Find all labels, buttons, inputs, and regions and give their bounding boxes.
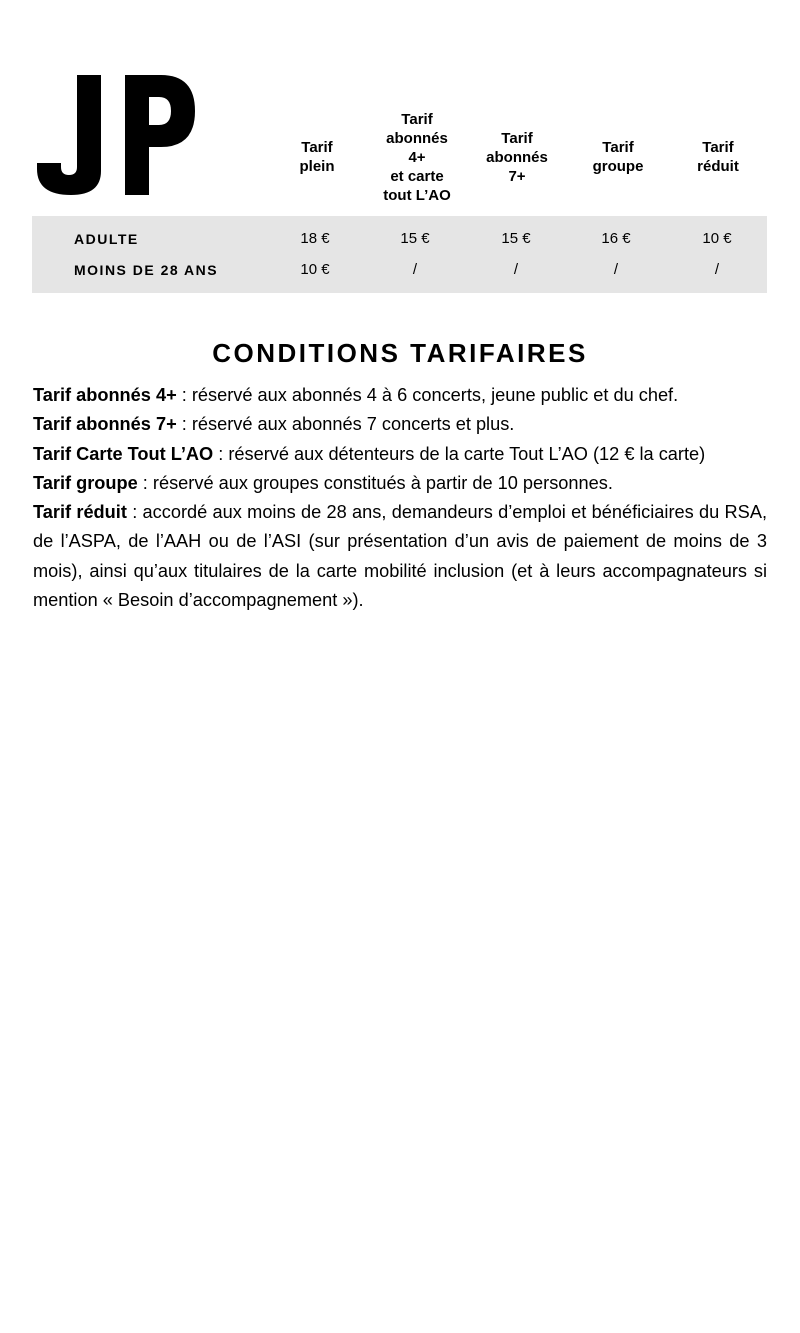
condition-term: Tarif abonnés 7+ (33, 414, 177, 435)
condition-term: Tarif réduit (33, 502, 127, 523)
condition-item (33, 440, 767, 469)
column-header-tarif-groupe: Tarif groupe (592, 139, 644, 175)
condition-text: : accordé aux moins de 28 ans, demandeurs d’emploi et bénéficiaires du RSA, de l’ASPA, de l’AAH ou de l’ASI (sur présentation d’un avis de paiement de moins de 3 mois), ainsi qu’aux titulaires de la carte mobilité inclusion (et à leurs accompagnateurs si mention « Besoin d’accompagnement »). (33, 502, 768, 611)
condition-text: : réservé aux détenteurs de la carte Tout L’AO (12 € la carte) (213, 443, 706, 464)
table-cell: 10 € (702, 230, 732, 247)
conditions-title: CONDITIONS TARIFAIRES (212, 338, 588, 368)
condition-text: : réservé aux abonnés 4 à 6 concerts, jeune public et du chef. (176, 385, 679, 405)
condition-term: Tarif abonnés 4+ (33, 385, 177, 405)
column-header-tarif-abonnes-7: Tarif abonnés 7+ (486, 129, 548, 185)
condition-item (33, 469, 767, 498)
condition-item (33, 410, 767, 439)
condition-text: : réservé aux groupes constitués à partir de 10 personnes. (137, 472, 613, 493)
table-cell: 15 € (400, 230, 430, 247)
conditions-list (33, 381, 767, 615)
jp-logo (35, 73, 195, 197)
table-cell: / (714, 261, 720, 278)
table-cell: / (412, 261, 418, 278)
row-label-adulte: ADULTE (74, 231, 139, 247)
condition-item (33, 498, 767, 615)
condition-term: Tarif groupe (33, 472, 138, 493)
column-header-tarif-reduit: Tarif réduit (697, 139, 739, 175)
row-label-moins-de-28-ans: MOINS DE 28 ANS (74, 262, 219, 278)
table-cell: 10 € (300, 261, 330, 278)
condition-text: : réservé aux abonnés 7 concerts et plus. (176, 414, 515, 435)
column-header-tarif-abonnes-4: Tarif abonnés 4+ et carte tout L’AO (383, 110, 451, 204)
table-cell: 18 € (300, 230, 330, 247)
table-cell: 15 € (501, 230, 531, 247)
column-header-tarif-plein: Tarif plein (299, 139, 335, 175)
table-cell: / (613, 261, 619, 278)
price-table-body (32, 216, 767, 293)
table-cell: 16 € (601, 230, 631, 247)
condition-item (33, 381, 767, 410)
condition-term: Tarif Carte Tout L’AO (33, 443, 214, 464)
table-cell: / (513, 261, 519, 278)
